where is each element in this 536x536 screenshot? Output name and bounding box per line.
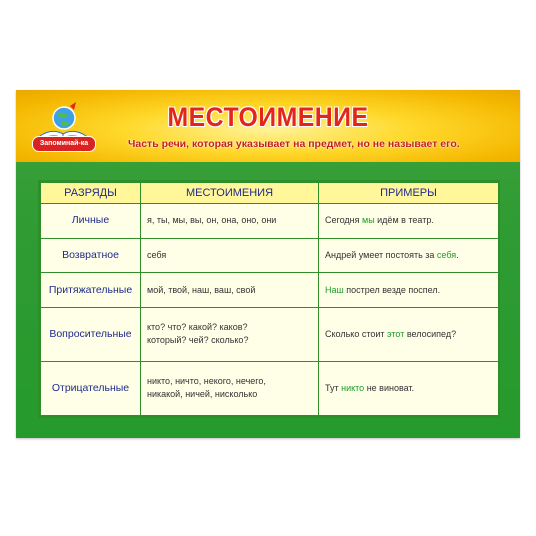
example-cell xyxy=(319,204,499,239)
pronouns-cell xyxy=(141,273,319,308)
category-cell: Отрицательные xyxy=(41,361,141,415)
category-cell: Личные xyxy=(41,204,141,239)
example-cell xyxy=(319,238,499,273)
pronouns-line: мой, твой, наш, ваш, свой xyxy=(147,284,256,295)
category-cell: Притяжательные xyxy=(41,273,141,308)
example-text: идём в театр. xyxy=(374,215,434,226)
example-text: Тут xyxy=(325,382,342,393)
table-row xyxy=(41,273,499,308)
title-banner xyxy=(16,90,520,162)
example-cell xyxy=(319,307,499,361)
table-row xyxy=(41,204,499,239)
subtitle: Часть речи, которая указывает на предмет, но не называет его. xyxy=(128,138,460,150)
example-highlight: этот xyxy=(387,328,405,339)
header-pronouns: МЕСТОИМЕНИЯ xyxy=(141,183,319,204)
table-row xyxy=(41,361,499,415)
category-cell: Вопросительные xyxy=(41,307,141,361)
pronouns-cell xyxy=(141,204,319,239)
table-header-row xyxy=(41,183,499,204)
page-title: МЕСТОИМЕНИЕ xyxy=(167,102,369,132)
example-highlight: себя xyxy=(436,249,457,260)
example-text: Андрей умеет постоять за xyxy=(325,249,437,260)
header-categories: РАЗРЯДЫ xyxy=(41,183,141,204)
pronouns-cell xyxy=(141,361,319,415)
poster xyxy=(16,90,520,438)
pronouns-line: который? чей? сколько? xyxy=(147,335,249,346)
pronoun-table xyxy=(38,180,500,418)
pronouns-cell xyxy=(141,307,319,361)
example-text: велосипед? xyxy=(404,328,457,339)
table-row xyxy=(41,307,499,361)
pronouns-line: я, ты, мы, вы, он, она, оно, они xyxy=(147,215,277,226)
pronouns-cell xyxy=(141,238,319,273)
pronouns-line: себя xyxy=(147,249,167,260)
example-highlight: мы xyxy=(362,215,375,226)
example-highlight: никто xyxy=(341,382,365,393)
pronouns-line: никакой, ничей, нисколько xyxy=(147,389,258,400)
logo-badge: Запоминай-ка xyxy=(32,136,96,152)
example-cell xyxy=(319,273,499,308)
pronouns-line: кто? что? какой? каков? xyxy=(147,322,248,333)
example-cell xyxy=(319,361,499,415)
example-text: не виноват. xyxy=(364,382,415,393)
example-text: Сегодня xyxy=(325,215,362,226)
category-cell: Возвратное xyxy=(41,238,141,273)
pronouns-line: никто, ничто, некого, нечего, xyxy=(147,376,266,387)
example-text: Сколько стоит xyxy=(325,328,388,339)
header-examples: ПРИМЕРЫ xyxy=(319,183,499,204)
example-highlight: Наш xyxy=(325,284,344,295)
example-text: пострел везде поспел. xyxy=(343,284,441,295)
example-text: . xyxy=(456,249,459,260)
table-row xyxy=(41,238,499,273)
